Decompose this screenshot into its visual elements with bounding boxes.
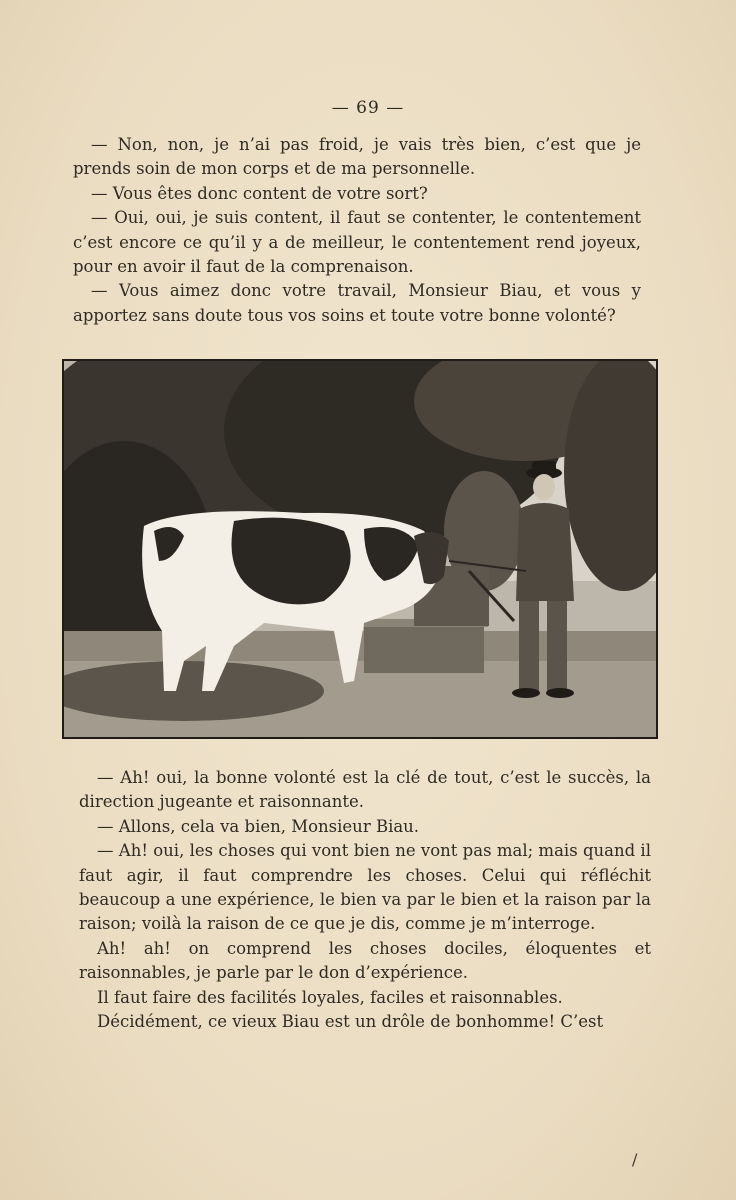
paragraph: — Vous êtes donc content de votre sort? bbox=[91, 183, 428, 203]
paragraph: — Vous aimez donc votre travail, Monsieur Biau, et vous y apportez sans doute tous vos soins et toute votre bonne volonté? bbox=[73, 281, 641, 325]
paragraph: — Allons, cela va bien, Monsieur Biau. bbox=[97, 816, 420, 836]
paragraph: Il faut faire des facilités loyales, faciles et raisonnables. bbox=[97, 987, 563, 1007]
upper-text-block bbox=[73, 133, 641, 328]
paragraph: — Non, non, je n’ai pas froid, je vais très bien, c’est que je prends soin de mon corps et de ma personnelle. bbox=[73, 135, 641, 179]
paragraph: — Oui, oui, je suis content, il faut se contenter, le contentement c’est encore ce qu’il y a de meilleur, le contentement rend joyeux, pour en avoir il faut de la comprenaison. bbox=[73, 208, 641, 277]
paragraph: — Ah! oui, les choses qui vont bien ne vont pas mal; mais quand il faut agir, il faut comprendre les choses. Celui qui réfléchit beaucoup a une expérience, le bien va par le bien et la raison par la raison; voilà la raison de ce que je dis, comme je m’interroge. bbox=[79, 841, 651, 934]
margin-mark: / bbox=[632, 1150, 638, 1169]
lower-text-block bbox=[79, 766, 651, 1034]
paragraph: Décidément, ce vieux Biau est un drôle de bonhomme! C’est bbox=[97, 1012, 604, 1032]
paragraph: — Ah! oui, la bonne volonté est la clé de tout, c’est le succès, la direction jugeante et raisonnante. bbox=[79, 768, 651, 812]
farmer-with-cow-photo bbox=[62, 359, 658, 739]
page-number: — 69 — bbox=[331, 98, 405, 118]
paragraph: Ah! ah! on comprend les choses dociles, éloquentes et raisonnables, je parle par le don d’expérience. bbox=[79, 938, 651, 983]
